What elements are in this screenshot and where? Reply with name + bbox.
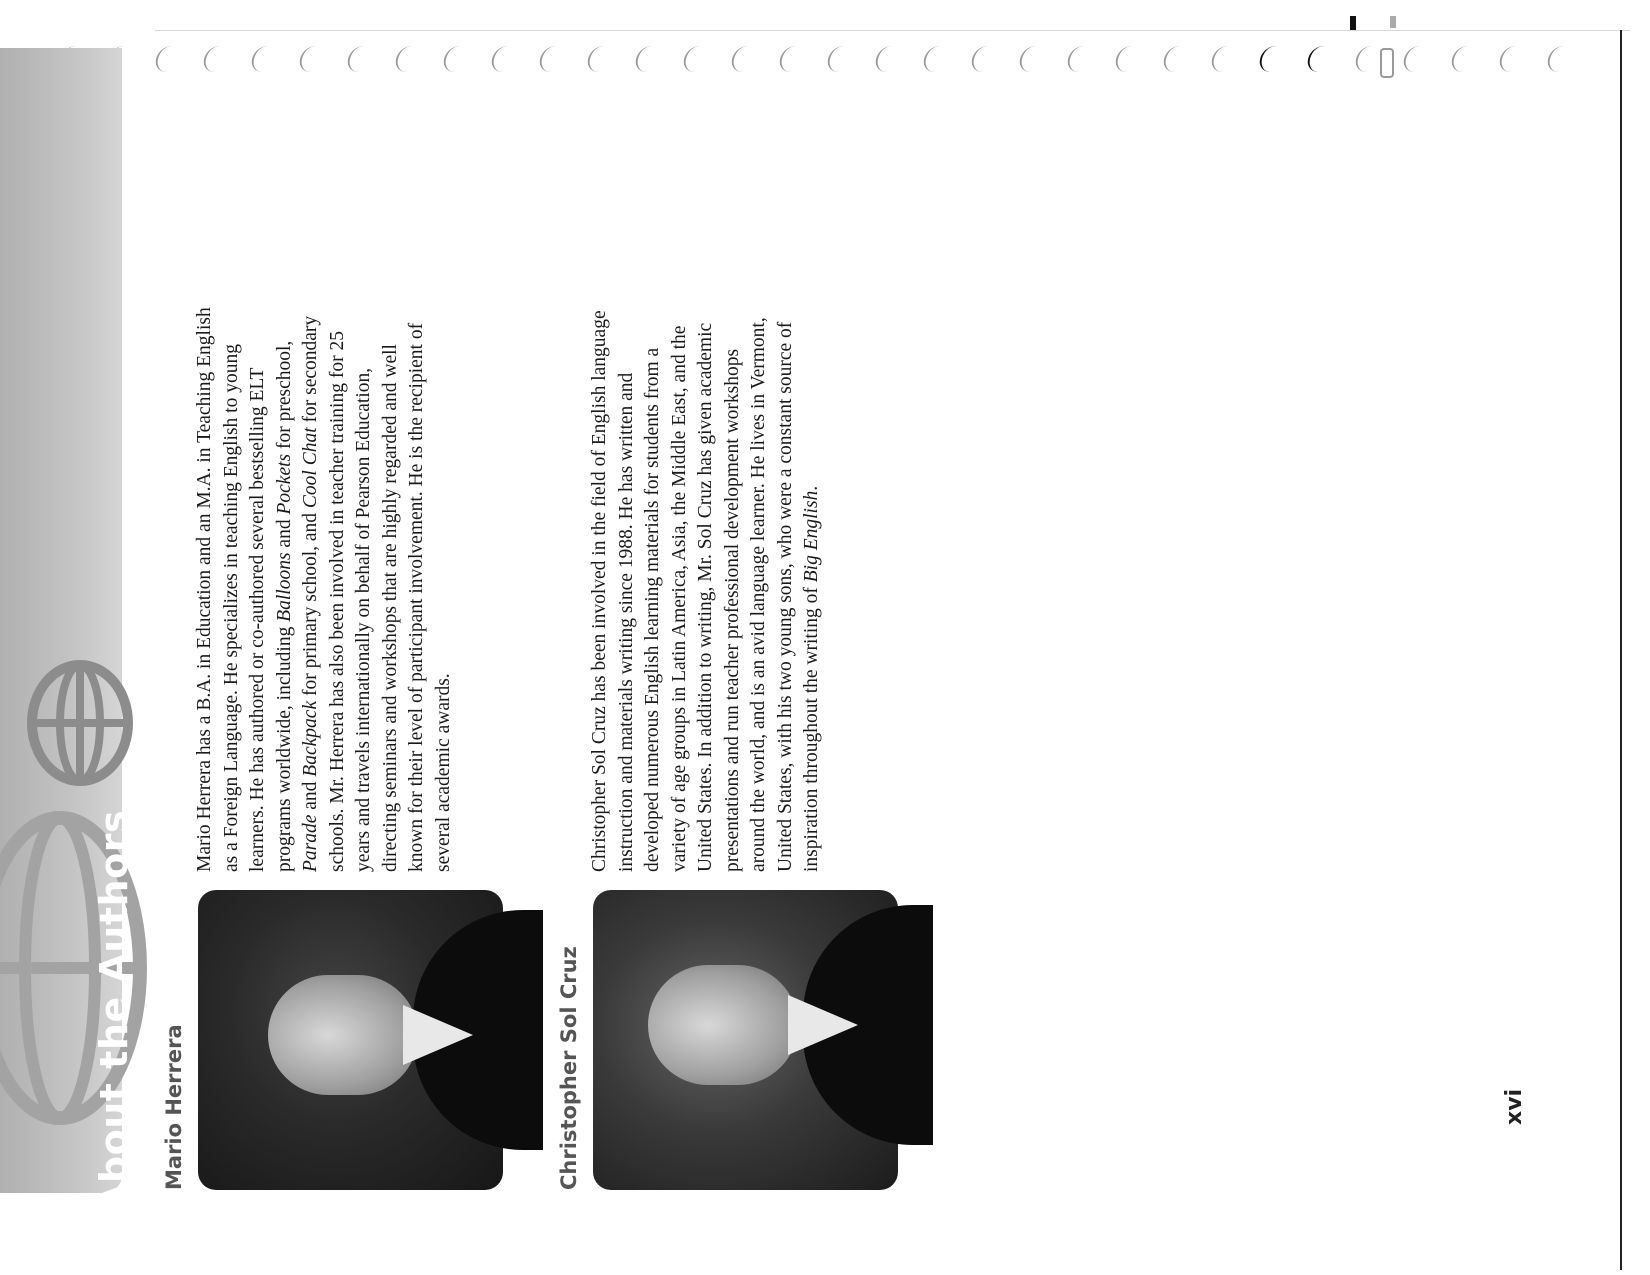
binding-hole — [921, 46, 943, 72]
binding-hole — [201, 46, 223, 72]
binding-hole — [1065, 46, 1087, 72]
binding-hole — [1401, 46, 1423, 72]
binding-hole — [585, 46, 607, 72]
binding-hole — [777, 46, 799, 72]
author-photo — [593, 890, 898, 1190]
author-entry — [160, 280, 503, 1190]
binding-hole — [1209, 46, 1231, 72]
binding-hole — [537, 46, 559, 72]
binding-hole — [489, 46, 511, 72]
page-edge — [1620, 30, 1622, 1270]
binding-hole — [249, 46, 271, 72]
binding-hole — [969, 46, 991, 72]
author-name: Christopher Sol Cruz — [557, 946, 581, 1190]
binding-hole — [729, 46, 751, 72]
author-bio: Mario Herrera has a B.A. in Education and an M.A. in Teaching English as a Foreign Language. He specializes in teaching English to young learners. He has authored or co-authored several bestselling ELT programs worldwide, including Balloons and Pockets for preschool, Parade and Backpack for primary school, and Cool Chat for secondary schools. Mr. Herrera has also been involved in teacher training for 25 years and travels internationally on behalf of Pearson Education, directing seminars and workshops that are highly regarded and well known for their level of participant involvement. He is the recipient of several academic awards. — [194, 307, 454, 872]
binding-hole — [633, 46, 655, 72]
binding-hole — [1353, 46, 1375, 72]
binding-hole — [1497, 46, 1519, 72]
binding-hole — [441, 46, 463, 72]
binding-hole — [825, 46, 847, 72]
binding-hole — [1017, 46, 1039, 72]
section-header-band — [0, 48, 136, 1213]
binding-hole — [1545, 46, 1567, 72]
scan-mark — [1350, 16, 1356, 30]
page-number: xvi — [1502, 1088, 1527, 1125]
globe-icon — [20, 658, 130, 788]
binding-hole — [1305, 46, 1327, 72]
author-entry — [555, 280, 898, 1190]
binding-holes — [60, 40, 1610, 80]
binding-hole — [1257, 46, 1279, 72]
binding-hole — [873, 46, 895, 72]
binding-hole — [681, 46, 703, 72]
author-name: Mario Herrera — [162, 1024, 186, 1190]
section-title: About the Authors — [92, 809, 136, 1213]
binding-hole — [153, 46, 175, 72]
author-photo — [198, 890, 503, 1190]
binding-hole — [393, 46, 415, 72]
scan-mark — [1390, 16, 1396, 28]
binding-hole — [1449, 46, 1471, 72]
binding-hole — [297, 46, 319, 72]
top-rule — [155, 30, 1630, 31]
binding-hole — [1113, 46, 1135, 72]
author-bio: Christopher Sol Cruz has been involved in the field of English language instruction and materials writing since 1988. He has written and developed numerous English learning materials for students from a variety of age groups in Latin America, Asia, the Middle East, and the United States. In addition to writing, Mr. Sol Cruz has given academic presentations and run teacher professional development workshops around the world, and is an avid language learner. He lives in Vermont, United States, with his two young sons, who were a constant source of inspiration throughout the writing of Big English. — [589, 310, 822, 872]
binding-hole — [1161, 46, 1183, 72]
binding-hole — [345, 46, 367, 72]
